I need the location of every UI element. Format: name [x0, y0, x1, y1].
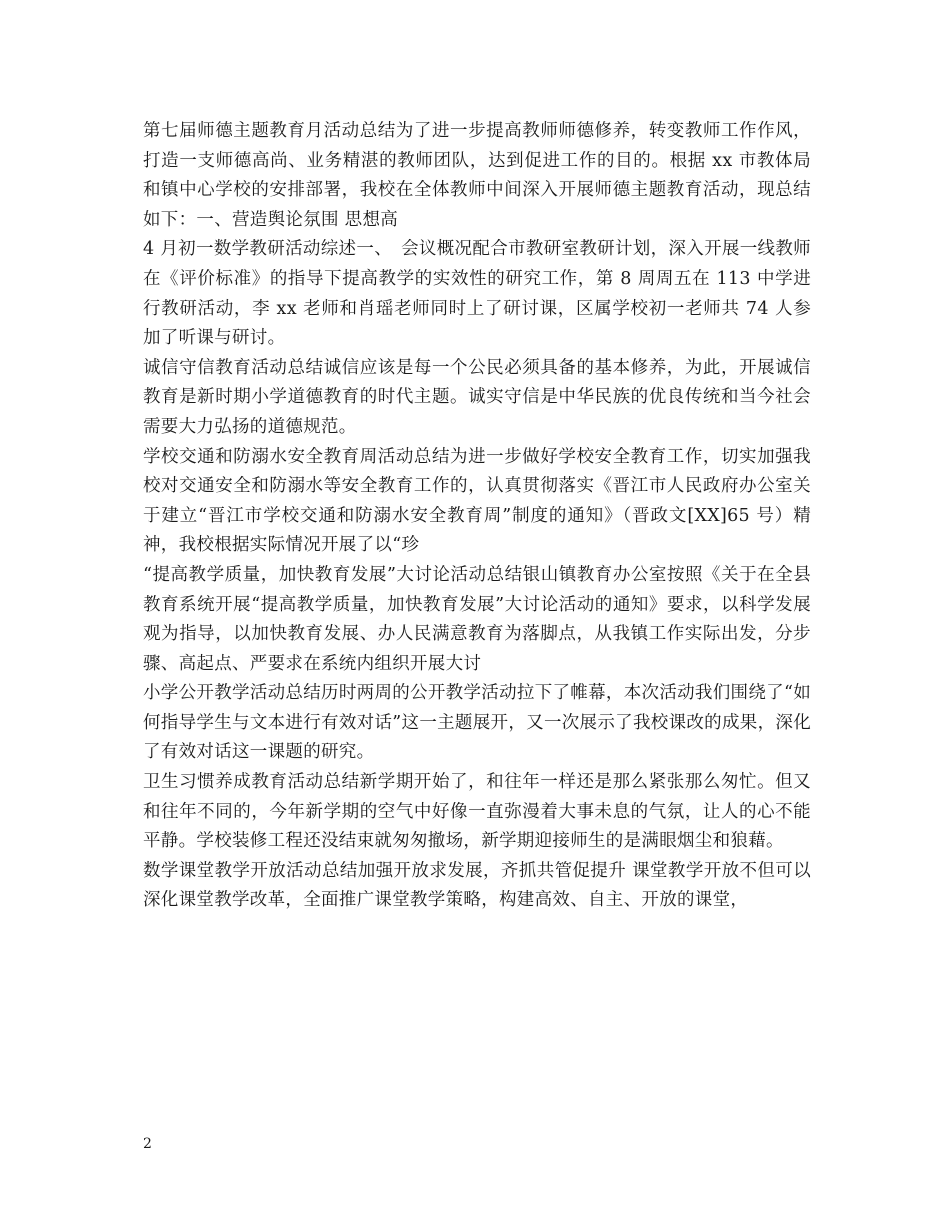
paragraph-teacher-ethics: 第七届师德主题教育月活动总结为了进一步提高教师师德修养，转变教师工作作风，打造一支师德高尚、业务精湛的教师团队，达到促进工作的目的。根据 xx 市教体局和镇中心学校的安排部署，我校在全体教师中间深入开展师德主题教育活动，现总结如下：一、营造舆论氛围 思想高 [143, 121, 811, 230]
paragraph-safety-week: 学校交通和防溺水安全教育周活动总结为进一步做好学校安全教育工作，切实加强我校对交通安全和防溺水等安全教育工作的，认真贯彻落实《晋江市人民政府办公室关于建立“晋江市学校交通和防溺水安全教育周”制度的通知》（晋政文[XX]65 号）精神，我校根据实际情况开展了以“珍 [143, 446, 811, 556]
page-number: 2 [143, 1136, 152, 1152]
paragraph-math-research: 4 月初一数学教研活动综述一、 会议概况配合市教研室教研计划，深入开展一线教师在《评价标准》的指导下提高教学的实效性的研究工作，第 8 周周五在 113 中学进行教研活动，李 xx 老师和肖瑶老师同时上了研讨课，区属学校初一老师共 74 人参加了听课与研讨。 [143, 239, 811, 349]
paragraph-hygiene-habits: 卫生习惯养成教育活动总结新学期开始了，和往年一样还是那么紧张那么匆忙。但又和往年不同的，今年新学期的空气中好像一直弥漫着大事未息的气氛，让人的心不能平静。学校装修工程还没结束就匆匆撤场，新学期迎接师生的是满眼烟尘和狼藉。 [143, 772, 811, 852]
document-body [143, 117, 811, 916]
paragraph-open-teaching: 小学公开教学活动总结历时两周的公开教学活动拉下了帷幕，本次活动我们围绕了“如何指导学生与文本进行有效对话”这一主题展开，又一次展示了我校课改的成果，深化了有效对话这一课题的研究。 [143, 683, 811, 763]
paragraph-integrity-education: 诚信守信教育活动总结诚信应该是每一个公民必须具备的基本修养，为此，开展诚信教育是新时期小学道德教育的时代主题。诚实守信是中华民族的优良传统和当今社会需要大力弘扬的道德规范。 [143, 357, 811, 437]
paragraph-math-classroom-open: 数学课堂教学开放活动总结加强开放求发展，齐抓共管促提升 课堂教学开放不但可以深化课堂教学改革，全面推广课堂教学策略，构建高效、自主、开放的课堂， [143, 860, 811, 911]
paragraph-teaching-quality-discussion: “提高教学质量，加快教育发展”大讨论活动总结银山镇教育办公室按照《关于在全县教育系统开展“提高教学质量，加快教育发展”大讨论活动的通知》要求，以科学发展观为指导，以加快教育发展、办人民满意教育为落脚点，从我镇工作实际出发，分步骤、高起点、严要求在系统内组织开展大讨 [143, 564, 811, 674]
